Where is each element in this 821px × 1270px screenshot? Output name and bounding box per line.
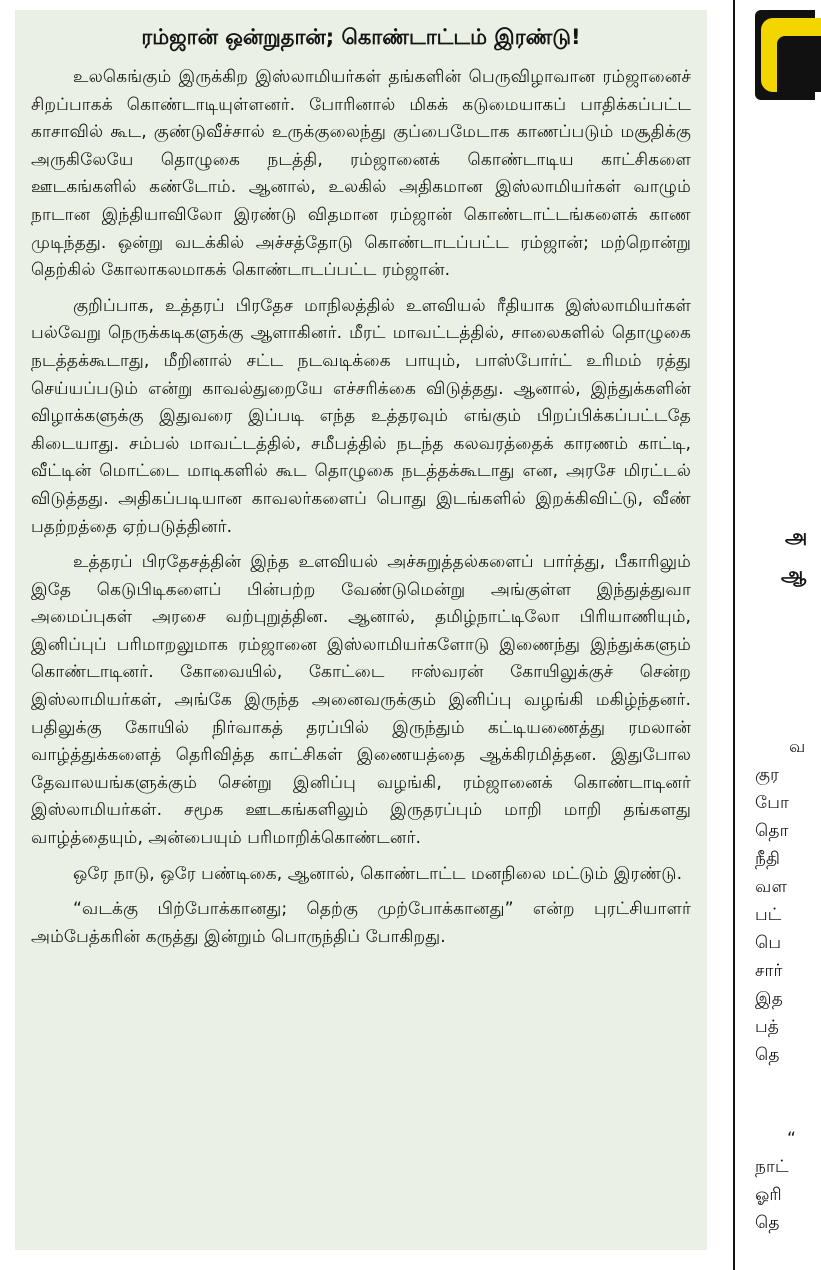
adjacent-fragment: ஆ: [781, 562, 807, 586]
adjacent-column: [735, 0, 808, 1270]
adjacent-fragment: அ: [785, 524, 808, 548]
logo-glyph-inner: [777, 36, 821, 92]
article-panel: [15, 10, 707, 1250]
adjacent-fragment: நீதி: [755, 849, 781, 869]
adjacent-fragment: போ: [755, 793, 789, 813]
adjacent-fragment: பட்: [755, 905, 782, 925]
article-paragraph-4: ஒரே நாடு, ஒரே பண்டிகை, ஆனால், கொண்டாட்ட மனநிலை மட்டும் இரண்டு.: [73, 863, 683, 884]
adjacent-fragment: இத: [755, 989, 783, 1009]
article-paragraph-1: உலகெங்கும் இருக்கிற இஸ்லாமியர்கள் தங்களின் பெருவிழாவான ரம்ஜானைச் சிறப்பாகக் கொண்டாடியுள்ளனர். போரினால் மிகக் கடுமையாகப் பாதிக்கப்பட்ட காசாவில் கூட, குண்டுவீச்சால் உருக்குலைந்து குப்பைமேடாக காணப்படும் மசூதிக்கு அருகிலேயே தொழுகை நடத்தி, ரம்ஜானைக் கொண்டாடிய காட்சிகளை ஊடகங்களில் கண்டோம். ஆனால், உலகில் அதிகமான இஸ்லாமியர்கள் வாழும் நாடான இந்தியாவிலோ இரண்டு விதமான ரம்ஜான் கொண்டாட்டங்களைக் காண முடிந்தது. ஒன்று வடக்கில் அச்சத்தோடு கொண்டாடப்பட்ட ரம்ஜான்; மற்றொன்று தெற்கில் கோலாகலமாகக் கொண்டாடப்பட்ட ரம்ஜான்.: [31, 67, 691, 281]
adjacent-fragment: தெ: [755, 1213, 780, 1233]
adjacent-fragment: தொ: [755, 821, 789, 841]
article-paragraph-2: குறிப்பாக, உத்தரப் பிரதேச மாநிலத்தில் உளவியல் ரீதியாக இஸ்லாமியர்கள் பல்வேறு நெருக்கடிகளுக்கு ஆளாகினர். மீரட் மாவட்டத்தில், சாலைகளில் தொழுகை நடத்தக்கூடாது, மீறினால் சட்ட நடவடிக்கை பாயும், பாஸ்போர்ட் உரிமம் ரத்து செய்யப்படும் என்று காவல்துறையே எச்சரிக்கை விடுத்தது. ஆனால், இந்துக்களின் விழாக்களுக்கு இதுவரை இப்படி எந்த உத்தரவும் எங்கும் பிறப்பிக்கப்பட்டதே கிடையாது. சம்பல் மாவட்டத்தில், சமீபத்தில் நடந்த கலவரத்தைக் காரணம் காட்டி, வீட்டின் மொட்டை மாடிகளில் கூட தொழுகை நடத்தக்கூடாது என, அரசே மிரட்டல் விடுத்தது. அதிகப்படியான காவலர்களைப் பொது இடங்களில் இறக்கிவிட்டு, வீண் பதற்றத்தை ஏற்படுத்தினர்.: [31, 295, 691, 537]
adjacent-fragment: “: [787, 1129, 796, 1149]
article-headline: ரம்ஜான் ஒன்றுதான்; கொண்டாட்டம் இரண்டு!: [141, 25, 581, 49]
adjacent-fragment: தெ: [755, 1045, 780, 1065]
adjacent-fragment: பெ: [755, 933, 782, 953]
adjacent-fragment: வள: [755, 877, 787, 897]
adjacent-fragment: வ: [789, 737, 806, 757]
adjacent-fragment: சார்: [755, 961, 783, 981]
adjacent-fragment: குர: [755, 765, 780, 785]
article-paragraph-5: “வடக்கு பிற்போக்கானது; தெற்கு முற்போக்கானது” என்ற புரட்சியாளர் அம்பேத்கரின் கருத்து இன்றும் பொருந்திப் போகிறது.: [31, 899, 691, 947]
masthead-logo: [755, 10, 815, 100]
adjacent-fragment: நாட்: [755, 1157, 789, 1177]
adjacent-fragment: ஓரி: [755, 1185, 782, 1205]
adjacent-fragment: பத்: [755, 1017, 779, 1037]
article-paragraph-3: உத்தரப் பிரதேசத்தின் இந்த உளவியல் அச்சுறுத்தல்களைப் பார்த்து, பீகாரிலும் இதே கெடுபிடிகளைப் பின்பற்ற வேண்டுமென்று அங்குள்ள இந்துத்துவா அமைப்புகள் அரசை வற்புறுத்தின. ஆனால், தமிழ்நாட்டிலோ பிரியாணியும், இனிப்புப் பரிமாறலுமாக ரம்ஜானை இஸ்லாமியர்களோடு இணைந்து இந்துக்களும் கொண்டாடினர். கோவையில், கோட்டை ஈஸ்வரன் கோயிலுக்குச் சென்ற இஸ்லாமியர்கள், அங்கே இருந்த அனைவருக்கும் இனிப்பு வழங்கி மகிழ்ந்தனர். பதிலுக்கு கோயில் நிர்வாகத் தரப்பில் இருந்தும் கட்டியணைத்து ரமலான் வாழ்த்துக்களைத் தெரிவித்த காட்சிகள் இணையத்தை ஆக்கிரமித்தன. இதுபோல தேவாலயங்களுக்கும் சென்று இனிப்பு வழங்கி, ரம்ஜானைக் கொண்டாடினர் இஸ்லாமியர்கள். சமூக ஊடகங்களிலும் இருதரப்பும் மாறி மாறி தங்களது வாழ்த்தையும், அன்பையும் பரிமாறிக்கொண்டனர்.: [31, 552, 691, 849]
